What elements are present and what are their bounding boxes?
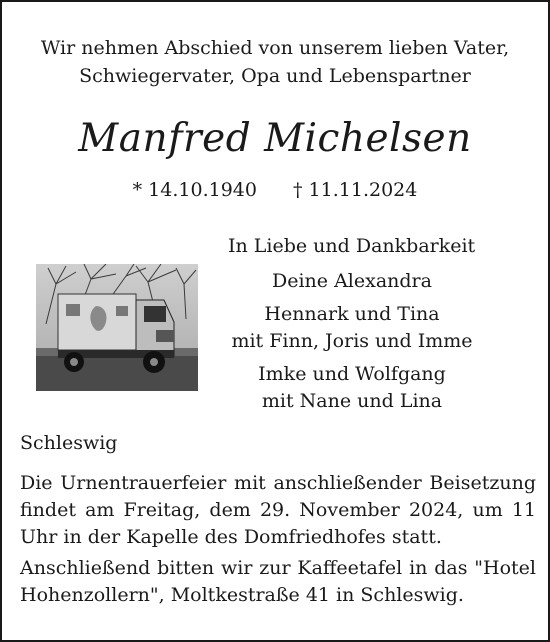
service-details (20, 470, 536, 613)
mourner-line: mit Nane und Lina (261, 390, 443, 412)
intro-text (2, 34, 548, 90)
mourner-line: Imke und Wolfgang (258, 363, 446, 385)
truck-photo-image (36, 264, 198, 391)
mourners-list (212, 268, 492, 421)
mourners-heading: In Liebe und Dankbarkeit (228, 235, 476, 257)
reception-paragraph: Anschließend bitten wir zur Kaffeetafel in das "Hotel Hohenzollern", Moltkestraße 41 in Schleswig. (20, 557, 536, 606)
mourner-line: mit Finn, Joris und Imme (231, 330, 473, 352)
intro-line-1: Wir nehmen Abschied von unserem lieben Vater, (40, 37, 510, 59)
place-name: Schleswig (20, 432, 118, 454)
intro-line-2: Schwiegervater, Opa und Lebenspartner (79, 65, 471, 87)
mourner-group (212, 361, 492, 415)
truck-photo (36, 264, 198, 391)
birth-date: * 14.10.1940 (132, 179, 257, 201)
mourner-line: Hennark und Tina (264, 303, 440, 325)
mourner-group (212, 301, 492, 355)
service-paragraph: Die Urnentrauerfeier mit anschließender Beisetzung findet am Freitag, dem 29. November 2024, um 11 Uhr in der Kapelle des Domfriedhofes statt. (20, 472, 536, 548)
death-date: † 11.11.2024 (293, 179, 418, 201)
life-dates (2, 179, 548, 201)
mourner-group (212, 268, 492, 295)
mourner-line: Deine Alexandra (272, 270, 432, 292)
deceased-name: Manfred Michelsen (78, 116, 472, 161)
